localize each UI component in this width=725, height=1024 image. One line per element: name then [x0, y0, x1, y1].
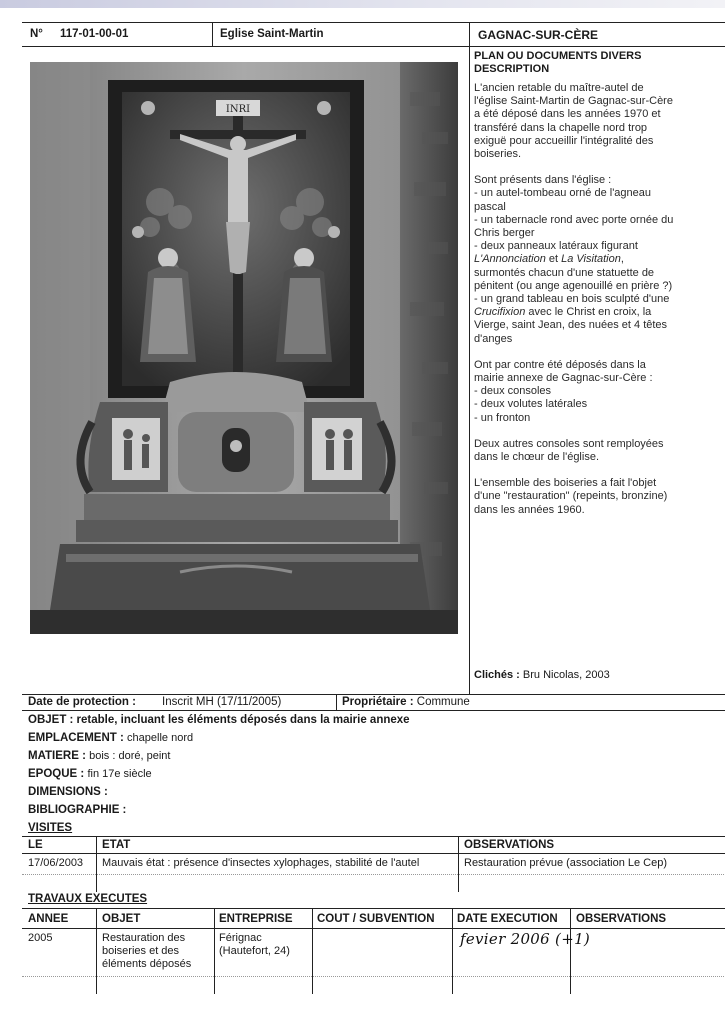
travaux-header-annee: ANNEE	[28, 913, 69, 925]
travaux-col-divider-3	[312, 908, 313, 994]
visites-col-divider-1	[96, 836, 97, 892]
travaux-row-annee: 2005	[28, 932, 53, 944]
retable-photo	[30, 62, 458, 634]
description-paragraph-5: L'ensemble des boiseries a fait l'objet d'une "restauration" (repeints, bronzine) dans les années 1960.	[474, 477, 668, 516]
dimensions-field: DIMENSIONS :	[28, 786, 108, 798]
header-commune: GAGNAC-SUR-CÈRE	[478, 28, 598, 42]
visites-row-etat: Mauvais état : présence d'insectes xylophages, stabilité de l'autel	[102, 857, 420, 869]
header-num-value: 117-01-00-01	[60, 28, 129, 40]
description-paragraph-2: Sont présents dans l'église : - un autel-tombeau orné de l'agneau pascal - un tabernacle rond avec porte ornée du Chris berger - deux panneaux latéraux figurant L'Annonciation et La Visitation, surmontés chacun d'une statuette de pénitent (ou ange agenouillé en prière ?) - un grand tableau en bois sculpté d'une Crucifixion avec le Christ en croix, la Vierge, saint Jean, des nuées et 4 têtes d'anges	[474, 174, 720, 346]
description-heading: DESCRIPTION	[474, 63, 550, 75]
header-bottom-rule	[22, 46, 725, 47]
travaux-header-date-execution: DATE EXECUTION	[457, 913, 558, 925]
visites-header-rule	[22, 853, 725, 854]
travaux-header-observations: OBSERVATIONS	[576, 913, 667, 925]
owner-label: Propriétaire :	[342, 696, 414, 708]
travaux-header-objet: OBJET	[102, 913, 141, 925]
travaux-header-rule	[22, 928, 725, 929]
travaux-col-divider-1	[96, 908, 97, 994]
protection-top-rule	[22, 694, 725, 695]
bibliographie-field: BIBLIOGRAPHIE :	[28, 804, 127, 816]
cliches-credit	[474, 669, 610, 681]
header-top-rule	[22, 22, 725, 23]
visites-row-observations: Restauration prévue (association Le Cep)	[464, 857, 668, 869]
protection-date-value: Inscrit MH (17/11/2005)	[162, 696, 282, 708]
matiere-field: MATIERE : bois : doré, peint	[28, 750, 171, 762]
description-paragraph-4: Deux autres consoles sont remployées dans le chœur de l'église.	[474, 437, 664, 464]
visites-row-date: 17/06/2003	[28, 857, 84, 869]
visites-col-divider-2	[458, 836, 459, 892]
travaux-row-rule	[22, 976, 725, 977]
protection-date	[28, 696, 136, 708]
header-edifice: Eglise Saint-Martin	[220, 28, 324, 40]
retable-photo-svg	[30, 62, 458, 634]
travaux-header-entreprise: ENTREPRISE	[219, 913, 293, 925]
protection-divider	[336, 694, 337, 710]
protection-date-label: Date de protection :	[28, 696, 136, 708]
main-vertical-divider	[469, 22, 470, 694]
description-paragraph-3: Ont par contre été déposés dans la mairie annexe de Gagnac-sur-Cère : - deux consoles - deux volutes latérales - un fronton	[474, 358, 653, 424]
visites-header-le: LE	[28, 839, 43, 851]
emplacement-field: EMPLACEMENT : chapelle nord	[28, 732, 194, 744]
visites-top-rule	[22, 836, 725, 837]
header-divider-1	[212, 22, 213, 46]
travaux-header-cout: COUT / SUBVENTION	[317, 913, 435, 925]
travaux-col-divider-4	[452, 908, 453, 994]
travaux-row-entreprise: Férignac (Hautefort, 24)	[219, 932, 290, 957]
description-paragraph-1: L'ancien retable du maître-autel de l'église Saint-Martin de Gagnac-sur-Cère a été déposé dans les années 1970 et transféré dans la chapelle nord trop exiguë pour accueillir l'intégralité des boiseries.	[474, 82, 673, 161]
header-num-label: N°	[30, 28, 43, 40]
epoque-field: EPOQUE : fin 17e siècle	[28, 768, 152, 780]
inri-plaque-text: INRI	[225, 104, 251, 115]
travaux-row-objet: Restauration des boiseries et des éléments déposés	[102, 932, 192, 970]
travaux-col-divider-2	[214, 908, 215, 994]
cliches-value: Bru Nicolas, 2003	[522, 669, 610, 681]
visites-header-observations: OBSERVATIONS	[464, 839, 555, 851]
cliches-label: Clichés :	[474, 669, 520, 681]
crucifixion-line: Crucifixion avec le Christ en croix, la	[474, 306, 652, 319]
protection-bottom-rule	[22, 710, 725, 711]
travaux-row-date-execution-handwritten: fevier 2006 (+1)	[460, 930, 591, 948]
visites-header-etat: ETAT	[102, 839, 131, 851]
travaux-top-rule	[22, 908, 725, 909]
travaux-title: TRAVAUX EXECUTES	[28, 893, 148, 905]
travaux-col-divider-5	[570, 908, 571, 994]
objet-field: OBJET : retable, incluant les éléments déposés dans la mairie annexe	[28, 714, 410, 726]
protection-owner	[342, 696, 470, 708]
scan-top-band	[0, 0, 725, 8]
owner-value: Commune	[416, 696, 470, 708]
annonciation-line: L'Annonciation et La Visitation,	[474, 253, 624, 266]
visites-row-rule	[22, 874, 725, 875]
plan-heading: PLAN OU DOCUMENTS DIVERS	[474, 50, 642, 62]
visites-title: VISITES	[28, 822, 73, 834]
description-body	[474, 82, 720, 530]
